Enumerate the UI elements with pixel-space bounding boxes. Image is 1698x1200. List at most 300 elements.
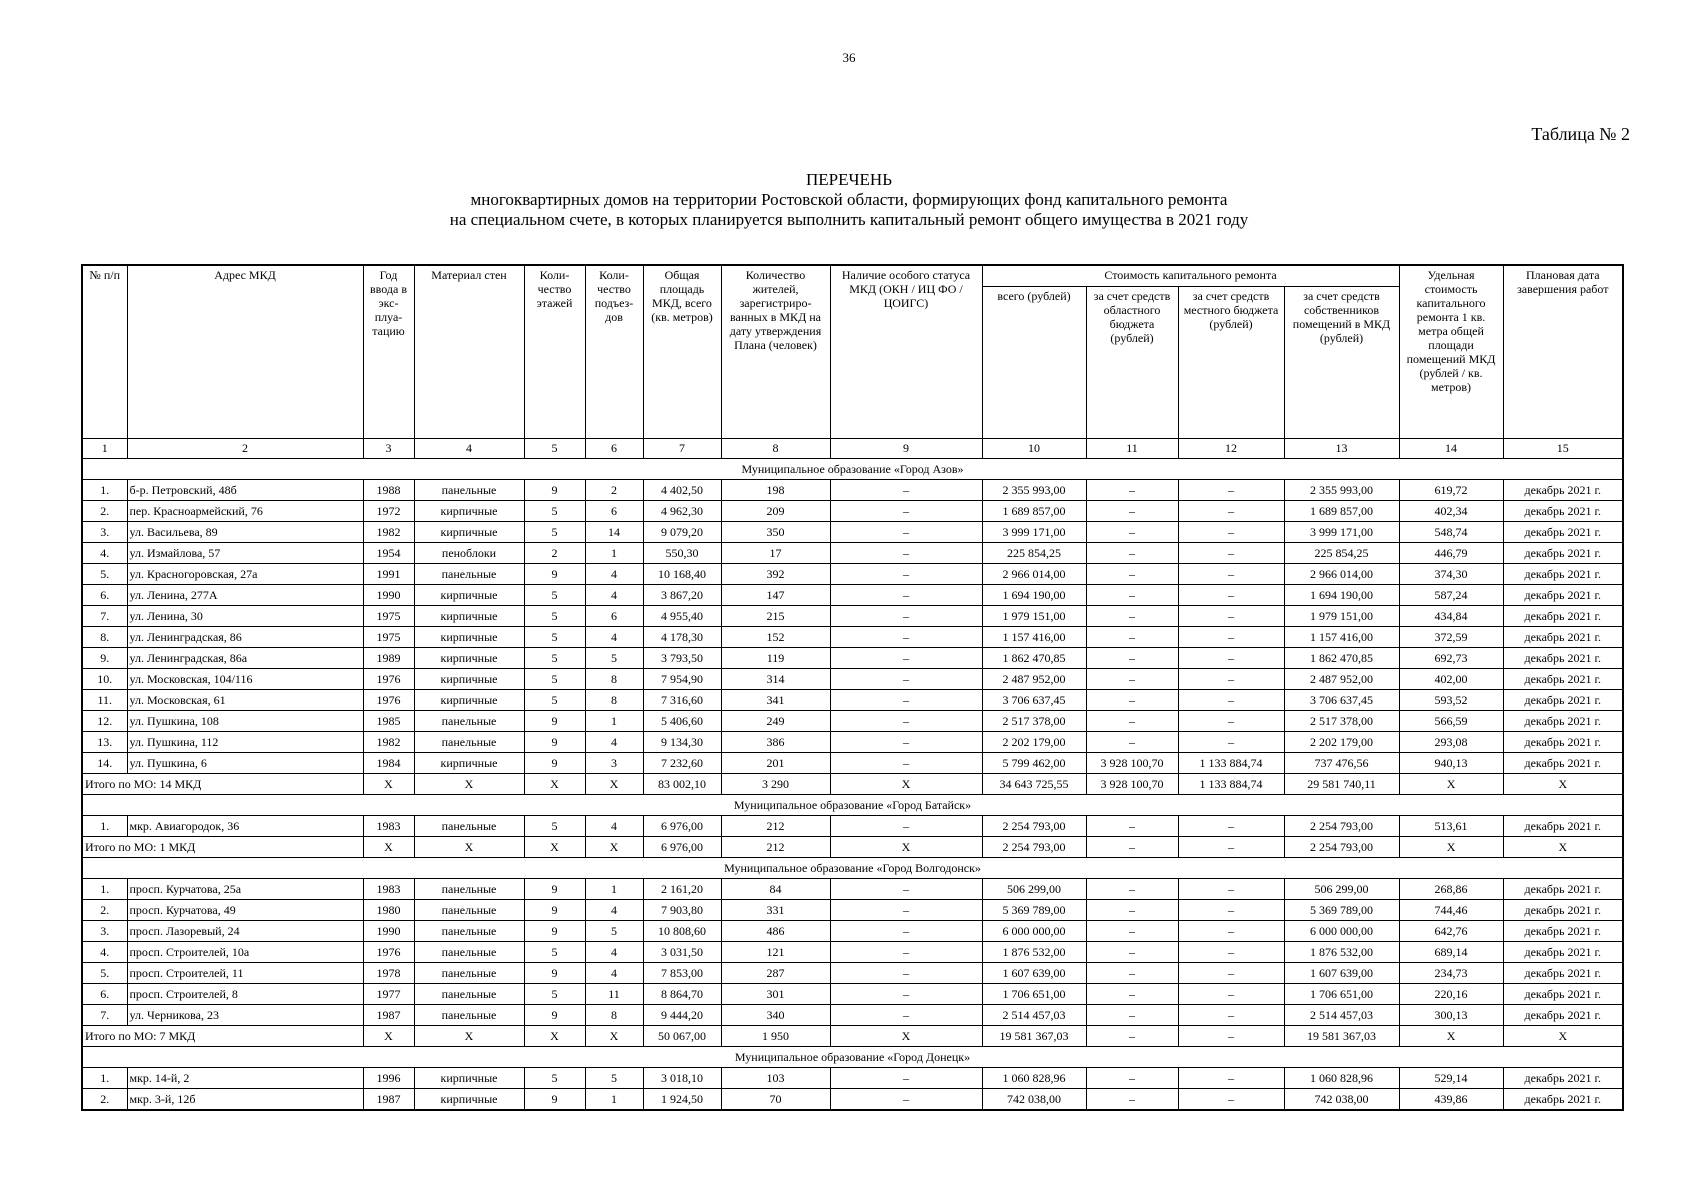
table-cell: 1 862 470,85 <box>982 648 1086 669</box>
table-cell: 1 <box>585 879 643 900</box>
table-cell: 9 134,30 <box>643 732 721 753</box>
table-cell: 5 <box>524 501 585 522</box>
table-cell: – <box>1086 564 1178 585</box>
total-cell: 2 254 793,00 <box>1284 837 1399 858</box>
table-cell: декабрь 2021 г. <box>1503 816 1623 837</box>
table-cell: 5 799 462,00 <box>982 753 1086 774</box>
table-cell: 1975 <box>363 627 414 648</box>
table-cell: 7 316,60 <box>643 690 721 711</box>
total-cell: 83 002,10 <box>643 774 721 795</box>
table-cell: 4 178,30 <box>643 627 721 648</box>
table-cell: 402,00 <box>1399 669 1503 690</box>
table-cell: кирпичные <box>414 1089 524 1111</box>
table-cell: 314 <box>721 669 830 690</box>
table-cell: 5 <box>585 1068 643 1089</box>
table-cell: – <box>830 711 982 732</box>
table-cell: 3 018,10 <box>643 1068 721 1089</box>
table-cell: 1980 <box>363 900 414 921</box>
table-cell: 209 <box>721 501 830 522</box>
total-cell: 29 581 740,11 <box>1284 774 1399 795</box>
table-cell: ул. Московская, 61 <box>127 690 363 711</box>
total-cell: 19 581 367,03 <box>1284 1026 1399 1047</box>
table-cell: ул. Черникова, 23 <box>127 1005 363 1026</box>
table-cell: 7 954,90 <box>643 669 721 690</box>
table-cell: 5 369 789,00 <box>1284 900 1399 921</box>
table-cell: – <box>830 606 982 627</box>
table-cell: декабрь 2021 г. <box>1503 648 1623 669</box>
table-cell: 587,24 <box>1399 585 1503 606</box>
column-number: 10 <box>982 439 1086 459</box>
table-cell: панельные <box>414 711 524 732</box>
table-cell: декабрь 2021 г. <box>1503 921 1623 942</box>
table-cell: – <box>1178 879 1284 900</box>
table-cell: 1 862 470,85 <box>1284 648 1399 669</box>
table-cell: 6 000 000,00 <box>1284 921 1399 942</box>
table-row <box>82 585 1623 606</box>
table-cell: – <box>1086 480 1178 501</box>
table-cell: 1996 <box>363 1068 414 1089</box>
table-cell: – <box>1086 816 1178 837</box>
table-cell: 1 060 828,96 <box>1284 1068 1399 1089</box>
total-cell: X <box>414 837 524 858</box>
table-cell: 3 928 100,70 <box>1086 753 1178 774</box>
table-cell: – <box>830 1005 982 1026</box>
table-cell: 4 <box>585 627 643 648</box>
column-number: 3 <box>363 439 414 459</box>
total-cell: X <box>524 837 585 858</box>
table-cell: 1977 <box>363 984 414 1005</box>
table-cell: 1 924,50 <box>643 1089 721 1111</box>
table-cell: 3 706 637,45 <box>982 690 1086 711</box>
table-cell: просп. Курчатова, 25а <box>127 879 363 900</box>
header-cost-group: Стоимость капитального ремонта <box>982 265 1399 287</box>
table-cell: 11 <box>585 984 643 1005</box>
table-cell: 2. <box>82 501 127 522</box>
table-cell: 374,30 <box>1399 564 1503 585</box>
table-cell: мкр. 3-й, 12б <box>127 1089 363 1111</box>
table-cell: – <box>830 627 982 648</box>
table-cell: 1 876 532,00 <box>1284 942 1399 963</box>
table-cell: 1. <box>82 1068 127 1089</box>
column-number: 15 <box>1503 439 1623 459</box>
table-row <box>82 753 1623 774</box>
table-cell: 8 864,70 <box>643 984 721 1005</box>
table-cell: 220,16 <box>1399 984 1503 1005</box>
total-cell: – <box>1086 1026 1178 1047</box>
table-cell: 268,86 <box>1399 879 1503 900</box>
table-cell: 446,79 <box>1399 543 1503 564</box>
table-cell: 1988 <box>363 480 414 501</box>
table-cell: 9 444,20 <box>643 1005 721 1026</box>
section-title: Муниципальное образование «Город Азов» <box>82 459 1623 480</box>
total-cell: X <box>1399 837 1503 858</box>
table-cell: 4 <box>585 942 643 963</box>
table-cell: – <box>1178 732 1284 753</box>
table-cell: 1 689 857,00 <box>982 501 1086 522</box>
table-cell: ул. Ленинградская, 86 <box>127 627 363 648</box>
total-cell: X <box>1399 774 1503 795</box>
table-cell: 6 976,00 <box>643 816 721 837</box>
table-cell: панельные <box>414 564 524 585</box>
table-cell: – <box>830 669 982 690</box>
table-cell: – <box>1178 690 1284 711</box>
table-cell: 225 854,25 <box>1284 543 1399 564</box>
total-cell: X <box>830 837 982 858</box>
table-cell: кирпичные <box>414 585 524 606</box>
table-cell: 642,76 <box>1399 921 1503 942</box>
total-cell: 3 290 <box>721 774 830 795</box>
table-cell: – <box>1086 606 1178 627</box>
header-number: № п/п <box>82 265 127 439</box>
table-cell: – <box>1178 984 1284 1005</box>
table-cell: 486 <box>721 921 830 942</box>
table-cell: – <box>1086 942 1178 963</box>
table-cell: – <box>1178 1005 1284 1026</box>
table-cell: 372,59 <box>1399 627 1503 648</box>
column-number: 11 <box>1086 439 1178 459</box>
table-cell: 84 <box>721 879 830 900</box>
table-cell: 529,14 <box>1399 1068 1503 1089</box>
table-cell: 692,73 <box>1399 648 1503 669</box>
table-cell: – <box>830 963 982 984</box>
table-cell: 593,52 <box>1399 690 1503 711</box>
table-cell: 9 <box>524 1089 585 1111</box>
table-cell: декабрь 2021 г. <box>1503 606 1623 627</box>
table-cell: 513,61 <box>1399 816 1503 837</box>
column-number: 4 <box>414 439 524 459</box>
table-cell: 9 <box>524 732 585 753</box>
total-cell: X <box>524 1026 585 1047</box>
table-cell: – <box>830 501 982 522</box>
section-row <box>82 459 1623 480</box>
table-cell: 1 607 639,00 <box>982 963 1086 984</box>
table-row <box>82 480 1623 501</box>
table-cell: – <box>1178 963 1284 984</box>
table-cell: – <box>1178 564 1284 585</box>
table-cell: 737 476,56 <box>1284 753 1399 774</box>
table-cell: 5 <box>524 606 585 627</box>
column-number: 9 <box>830 439 982 459</box>
table-cell: просп. Строителей, 8 <box>127 984 363 1005</box>
table-cell: кирпичные <box>414 1068 524 1089</box>
table-cell: – <box>830 564 982 585</box>
table-cell: 2 517 378,00 <box>1284 711 1399 732</box>
table-cell: 1972 <box>363 501 414 522</box>
table-cell: ул. Пушкина, 108 <box>127 711 363 732</box>
table-cell: 4 402,50 <box>643 480 721 501</box>
table-row <box>82 1089 1623 1111</box>
table-cell: – <box>830 1089 982 1111</box>
total-cell: 212 <box>721 837 830 858</box>
table-cell: панельные <box>414 1005 524 1026</box>
table-cell: декабрь 2021 г. <box>1503 963 1623 984</box>
table-cell: – <box>1178 669 1284 690</box>
table-cell: – <box>1086 690 1178 711</box>
table-cell: 392 <box>721 564 830 585</box>
table-cell: – <box>1086 984 1178 1005</box>
table-cell: – <box>1178 501 1284 522</box>
table-cell: декабрь 2021 г. <box>1503 627 1623 648</box>
table-cell: панельные <box>414 942 524 963</box>
table-cell: 689,14 <box>1399 942 1503 963</box>
total-cell: X <box>363 1026 414 1047</box>
table-cell: – <box>830 690 982 711</box>
table-cell: 619,72 <box>1399 480 1503 501</box>
table-cell: ул. Ленинградская, 86а <box>127 648 363 669</box>
column-number: 14 <box>1399 439 1503 459</box>
table-cell: кирпичные <box>414 669 524 690</box>
table-cell: 121 <box>721 942 830 963</box>
table-cell: 5 <box>585 648 643 669</box>
table-cell: 4 962,30 <box>643 501 721 522</box>
table-row <box>82 711 1623 732</box>
table-cell: 3 867,20 <box>643 585 721 606</box>
table-cell: 1 133 884,74 <box>1178 753 1284 774</box>
table-cell: 103 <box>721 1068 830 1089</box>
table-row <box>82 879 1623 900</box>
total-cell: X <box>1503 1026 1623 1047</box>
table-cell: 4 955,40 <box>643 606 721 627</box>
table-cell: 6 000 000,00 <box>982 921 1086 942</box>
table-cell: декабрь 2021 г. <box>1503 564 1623 585</box>
table-cell: – <box>830 879 982 900</box>
table-cell: 215 <box>721 606 830 627</box>
table-cell: 3 999 171,00 <box>1284 522 1399 543</box>
total-cell: X <box>585 774 643 795</box>
table-cell: 5 <box>524 1068 585 1089</box>
table-cell: – <box>1086 543 1178 564</box>
table-cell: пер. Красноармейский, 76 <box>127 501 363 522</box>
table-cell: 5 <box>524 690 585 711</box>
table-cell: – <box>830 942 982 963</box>
table-cell: 9 <box>524 921 585 942</box>
table-cell: 2 514 457,03 <box>982 1005 1086 1026</box>
table-row <box>82 963 1623 984</box>
column-number: 12 <box>1178 439 1284 459</box>
table-cell: – <box>1086 1005 1178 1026</box>
table-cell: панельные <box>414 984 524 1005</box>
header-cost-regional: за счет средств областного бюджета (рублей) <box>1086 287 1178 439</box>
table-cell: декабрь 2021 г. <box>1503 900 1623 921</box>
table-cell: 1. <box>82 879 127 900</box>
table-cell: просп. Строителей, 10а <box>127 942 363 963</box>
table-cell: 1976 <box>363 942 414 963</box>
total-cell: – <box>1086 837 1178 858</box>
table-row <box>82 543 1623 564</box>
section-row <box>82 858 1623 879</box>
table-cell: – <box>830 753 982 774</box>
table-cell: 225 854,25 <box>982 543 1086 564</box>
table-cell: 4. <box>82 942 127 963</box>
table-cell: 1 694 190,00 <box>982 585 1086 606</box>
table-cell: – <box>1086 1089 1178 1111</box>
table-cell: 212 <box>721 816 830 837</box>
table-cell: 301 <box>721 984 830 1005</box>
table-cell: – <box>1086 585 1178 606</box>
table-cell: 1982 <box>363 522 414 543</box>
table-cell: 506 299,00 <box>982 879 1086 900</box>
total-cell: Итого по МО: 1 МКД <box>82 837 363 858</box>
column-number: 1 <box>82 439 127 459</box>
section-title: Муниципальное образование «Город Донецк» <box>82 1047 1623 1068</box>
table-cell: 17 <box>721 543 830 564</box>
total-cell: X <box>830 1026 982 1047</box>
table-cell: 5 <box>585 921 643 942</box>
header-completion-date: Плановая дата завершения работ <box>1503 265 1623 439</box>
table-cell: 1990 <box>363 921 414 942</box>
column-number: 7 <box>643 439 721 459</box>
table-cell: – <box>830 984 982 1005</box>
table-cell: – <box>1086 879 1178 900</box>
table-cell: декабрь 2021 г. <box>1503 879 1623 900</box>
table-cell: панельные <box>414 732 524 753</box>
table-cell: кирпичные <box>414 522 524 543</box>
table-cell: декабрь 2021 г. <box>1503 984 1623 1005</box>
table-cell: 147 <box>721 585 830 606</box>
table-cell: декабрь 2021 г. <box>1503 480 1623 501</box>
header-entrances: Коли-чество подъез-дов <box>585 265 643 439</box>
table-cell: – <box>830 543 982 564</box>
table-row <box>82 522 1623 543</box>
total-cell: 3 928 100,70 <box>1086 774 1178 795</box>
table-row <box>82 732 1623 753</box>
total-cell: 34 643 725,55 <box>982 774 1086 795</box>
table-cell: 1984 <box>363 753 414 774</box>
table-cell: 2 517 378,00 <box>982 711 1086 732</box>
table-cell: 5 <box>524 669 585 690</box>
table-cell: 7 853,00 <box>643 963 721 984</box>
table-cell: 9 <box>524 900 585 921</box>
table-cell: кирпичные <box>414 690 524 711</box>
total-cell: X <box>1503 774 1623 795</box>
table-cell: ул. Красногоровская, 27а <box>127 564 363 585</box>
table-cell: – <box>830 480 982 501</box>
table-cell: 6. <box>82 585 127 606</box>
table-cell: ул. Московская, 104/116 <box>127 669 363 690</box>
table-cell: 10 808,60 <box>643 921 721 942</box>
table-cell: 2 161,20 <box>643 879 721 900</box>
table-cell: 1. <box>82 816 127 837</box>
table-cell: 1982 <box>363 732 414 753</box>
table-cell: декабрь 2021 г. <box>1503 1005 1623 1026</box>
table-cell: 13. <box>82 732 127 753</box>
table-cell: 3. <box>82 522 127 543</box>
table-cell: – <box>1086 1068 1178 1089</box>
table-cell: 2 <box>524 543 585 564</box>
table-cell: просп. Курчатова, 49 <box>127 900 363 921</box>
table-cell: 3 706 637,45 <box>1284 690 1399 711</box>
table-cell: 1983 <box>363 879 414 900</box>
table-cell: 234,73 <box>1399 963 1503 984</box>
section-row <box>82 1047 1623 1068</box>
table-cell: 3 793,50 <box>643 648 721 669</box>
document-title <box>0 170 1698 230</box>
table-cell: 2 <box>585 480 643 501</box>
table-cell: – <box>1178 522 1284 543</box>
column-numbers-row <box>82 439 1623 459</box>
table-row <box>82 648 1623 669</box>
table-cell: 6 <box>585 606 643 627</box>
table-cell: 201 <box>721 753 830 774</box>
table-cell: 1 706 651,00 <box>1284 984 1399 1005</box>
table-cell: 152 <box>721 627 830 648</box>
table-cell: 3 031,50 <box>643 942 721 963</box>
table-cell: – <box>1178 900 1284 921</box>
table-cell: ул. Васильева, 89 <box>127 522 363 543</box>
title-line-1: ПЕРЕЧЕНЬ <box>806 170 892 189</box>
table-cell: 331 <box>721 900 830 921</box>
table-cell: панельные <box>414 480 524 501</box>
header-residents: Количество жителей, зарегистриро-ванных в МКД на дату утверждения Плана (человек) <box>721 265 830 439</box>
table-row <box>82 501 1623 522</box>
table-cell: – <box>1086 669 1178 690</box>
table-cell: 300,13 <box>1399 1005 1503 1026</box>
table-cell: – <box>830 522 982 543</box>
table-cell: – <box>1086 900 1178 921</box>
table-cell: 1 607 639,00 <box>1284 963 1399 984</box>
table-cell: 2 487 952,00 <box>982 669 1086 690</box>
table-cell: 1 <box>585 711 643 732</box>
table-cell: 4 <box>585 963 643 984</box>
table-cell: 1 706 651,00 <box>982 984 1086 1005</box>
table-cell: 1976 <box>363 690 414 711</box>
table-cell: 6. <box>82 984 127 1005</box>
table-cell: 1 <box>585 543 643 564</box>
total-cell: X <box>1503 837 1623 858</box>
table-cell: декабрь 2021 г. <box>1503 501 1623 522</box>
table-cell: 1983 <box>363 816 414 837</box>
table-cell: 1 060 828,96 <box>982 1068 1086 1089</box>
table-cell: 5 <box>524 816 585 837</box>
table-cell: кирпичные <box>414 606 524 627</box>
total-cell: X <box>1399 1026 1503 1047</box>
table-cell: кирпичные <box>414 627 524 648</box>
header-floors: Коли-чество этажей <box>524 265 585 439</box>
table-cell: – <box>1178 480 1284 501</box>
table-cell: 4 <box>585 900 643 921</box>
header-year: Год ввода в экс-плуа-тацию <box>363 265 414 439</box>
table-cell: 3 999 171,00 <box>982 522 1086 543</box>
table-cell: 5. <box>82 564 127 585</box>
table-cell: панельные <box>414 921 524 942</box>
table-cell: мкр. Авиагородок, 36 <box>127 816 363 837</box>
table-cell: – <box>1178 1068 1284 1089</box>
table-cell: 940,13 <box>1399 753 1503 774</box>
total-cell: 1 950 <box>721 1026 830 1047</box>
total-cell: X <box>363 774 414 795</box>
table-cell: панельные <box>414 879 524 900</box>
table-cell: 1985 <box>363 711 414 732</box>
table-cell: 2 202 179,00 <box>1284 732 1399 753</box>
table-cell: 2 514 457,03 <box>1284 1005 1399 1026</box>
table-row <box>82 984 1623 1005</box>
table-cell: – <box>1178 585 1284 606</box>
table-cell: 4 <box>585 585 643 606</box>
table-cell: кирпичные <box>414 753 524 774</box>
column-number: 6 <box>585 439 643 459</box>
table-row <box>82 669 1623 690</box>
total-cell: – <box>1178 837 1284 858</box>
table-cell: 14 <box>585 522 643 543</box>
table-cell: 9 <box>524 963 585 984</box>
column-number: 8 <box>721 439 830 459</box>
table-cell: 10. <box>82 669 127 690</box>
table-cell: 434,84 <box>1399 606 1503 627</box>
table-cell: 1976 <box>363 669 414 690</box>
table-cell: 5 406,60 <box>643 711 721 732</box>
header-cost-owners: за счет средств собственников помещений в МКД (рублей) <box>1284 287 1399 439</box>
table-cell: – <box>1178 543 1284 564</box>
